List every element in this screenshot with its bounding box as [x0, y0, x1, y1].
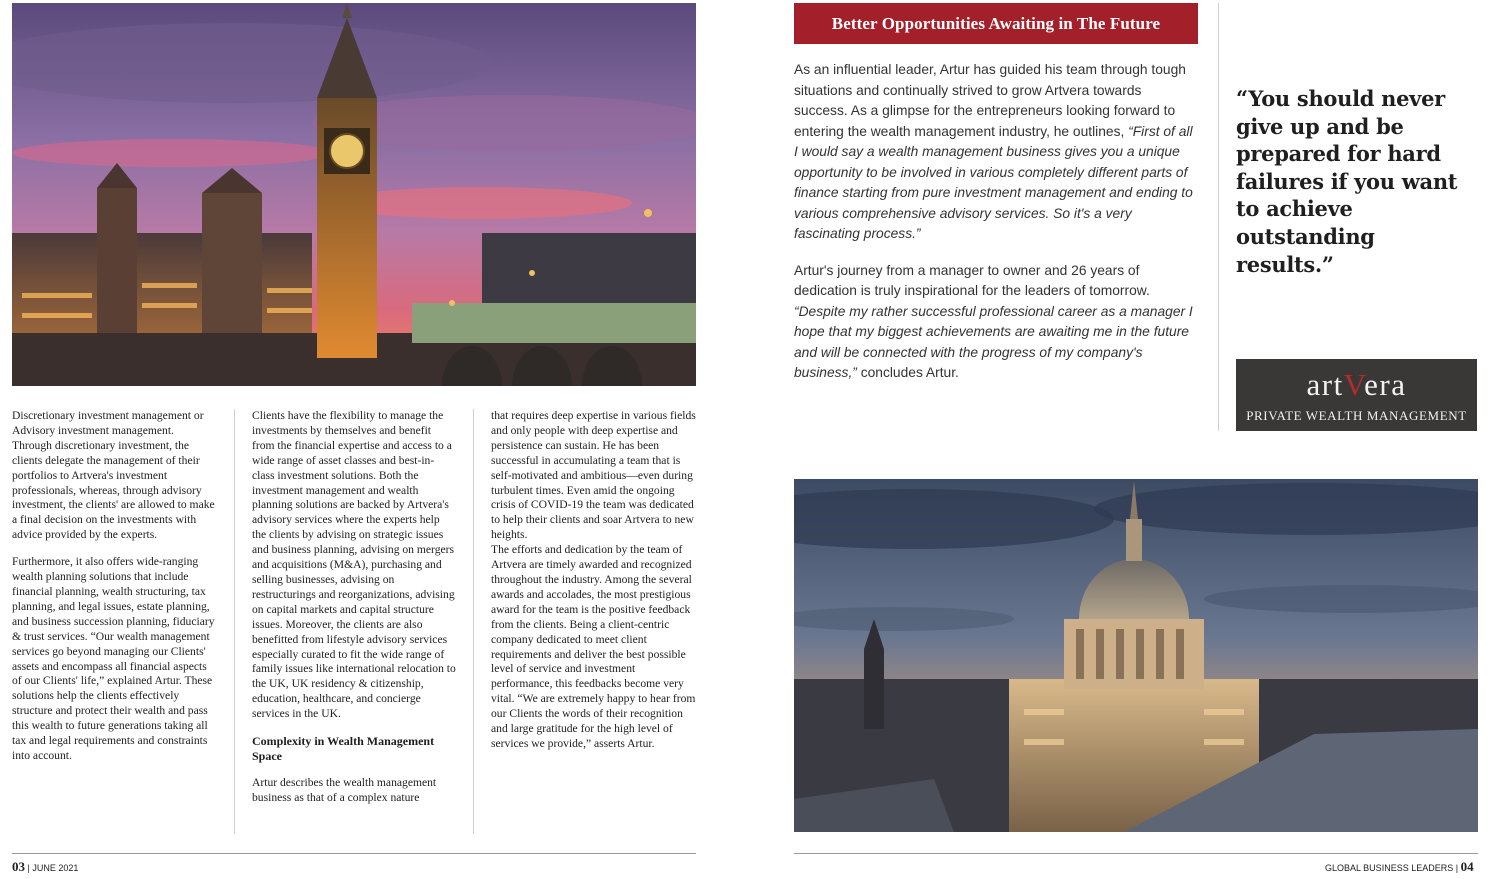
section-banner: Better Opportunities Awaiting in The Future [794, 3, 1198, 44]
paragraph: Furthermore, it also offers wide-ranging wealth planning solutions that include financial planning, wealth structuring, tax planning, and legal issues, estate planning, and business succession planning, fiduciary & trust services. “Our wealth management services go beyond managing our Clients' assets and encompass all financial aspects of our Clients' life,” explained Artur. These solutions help the clients effectively structure and protect their wealth and pass this wealth to future generations taking all tax and legal requirements and constraints into account. [12, 555, 215, 762]
quote-text: “First of all I would say a wealth management business gives you a unique opportunity to be involved in various completely different parts of finance starting from pure investment management and ending to various comprehensive advisory services. So it's a very fascinating process.” [794, 123, 1193, 241]
logo-tagline: PRIVATE WEALTH MANAGEMENT [1246, 408, 1467, 423]
paragraph: Artur describes the wealth management business as that of a complex nature [252, 776, 437, 804]
footer-right [1325, 860, 1474, 875]
section-subheading: Complexity in Wealth Management Space [252, 734, 435, 764]
paragraph-tail: concludes Artur. [856, 365, 959, 380]
paragraph [794, 60, 1198, 245]
logo-v: V [1343, 367, 1365, 402]
paragraph: The efforts and dedication by the team of Artvera are timely awarded and recognized throughout the industry. Among the several awards and accolades, the most prestigious award for the team is the positive feedback from the clients. Being a client-centric company dedicated to meet client requirements and deliver the best possible level of service and investment performance, this feedbacks become very vital. “We are extremely happy to hear from our Clients the words of their recognition and large gratitude for the high level of services we provide,” asserts Artur. [491, 543, 696, 750]
footer-separator: | [27, 863, 30, 873]
page-number: 03 [12, 859, 25, 874]
pull-quote: “You should never give up and be prepared for hard failures if you want to achieve outstanding results.” [1236, 86, 1458, 277]
footer-separator: | [1455, 863, 1459, 873]
paragraph-lead: Artur's journey from a manager to owner and 26 years of dedication is truly inspirational for the leaders of tomorrow. [794, 262, 1150, 298]
paragraph-lead: As an influential leader, Artur has guided his team through tough situations and continually strived to grow Artvera towards success. As a glimpse for the entrepreneurs looking forward to entering the wealth management industry, he outlines, [794, 62, 1186, 139]
quote-text: “Despite my rather successful professional career as a manager I hope that my biggest achievements are awaiting me in the future and will be connected with the progress of my company's business,” [794, 303, 1193, 380]
paragraph: that requires deep expertise in various fields and only people with deep expertise and persistence can sustain. He has been successful in accumulating a team that is self-motivated and ambitious—even during turbulent times. Even amid the ongoing crisis of COVID-19 the team was dedicated to help their clients and soar Artvera to new heights. [491, 409, 696, 542]
issue-date: JUNE 2021 [32, 863, 79, 873]
footer-rule [12, 853, 696, 854]
logo-part: art [1306, 367, 1344, 402]
footer-rule [794, 853, 1478, 854]
footer-left [12, 860, 78, 875]
paragraph: Clients have the flexibility to manage the investments by themselves and benefit from the financial expertise and access to a wide range of asset classes and best-in-class investment solutions. Both the investment management and wealth planning solutions are backed by Artvera's advisory services where the experts help the clients by advising on strategic issues and business planning, advising on mergers and acquisitions (M&A), purchasing and selling businesses, advising on restructurings and reorganizations, advising on capital markets and capital structure issues. Moreover, the clients are also benefitted from lifestyle advisory services especially curated to fit the wide range of family issues like international relocation to the UK, UK residency & citizenship, education, healthcare, and concierge services in the UK. [252, 409, 456, 721]
paragraph: Discretionary investment management or Advisory investment management. Through discretionary investment, the clients delegate the management of their portfolios to Artvera's investment professionals, whereas, through advisory investment, the clients' are allowed to make a final decision on the investments with advice provided by the experts. [12, 409, 215, 542]
logo-wordmark [1236, 365, 1477, 405]
big-ben-photo [12, 3, 696, 386]
vertical-divider [1218, 3, 1219, 431]
column-divider [234, 409, 235, 834]
logo-part: era [1364, 367, 1407, 402]
column-divider [473, 409, 474, 834]
publication-name: GLOBAL BUSINESS LEADERS [1325, 863, 1454, 873]
artvera-logo [1236, 359, 1477, 431]
page-number: 04 [1460, 859, 1474, 874]
article-column-1 [12, 409, 216, 776]
article-column-2 [252, 409, 456, 818]
article-right [794, 60, 1198, 400]
article-column-3 [491, 409, 697, 764]
paragraph [794, 261, 1198, 384]
st-pauls-photo [794, 479, 1478, 832]
